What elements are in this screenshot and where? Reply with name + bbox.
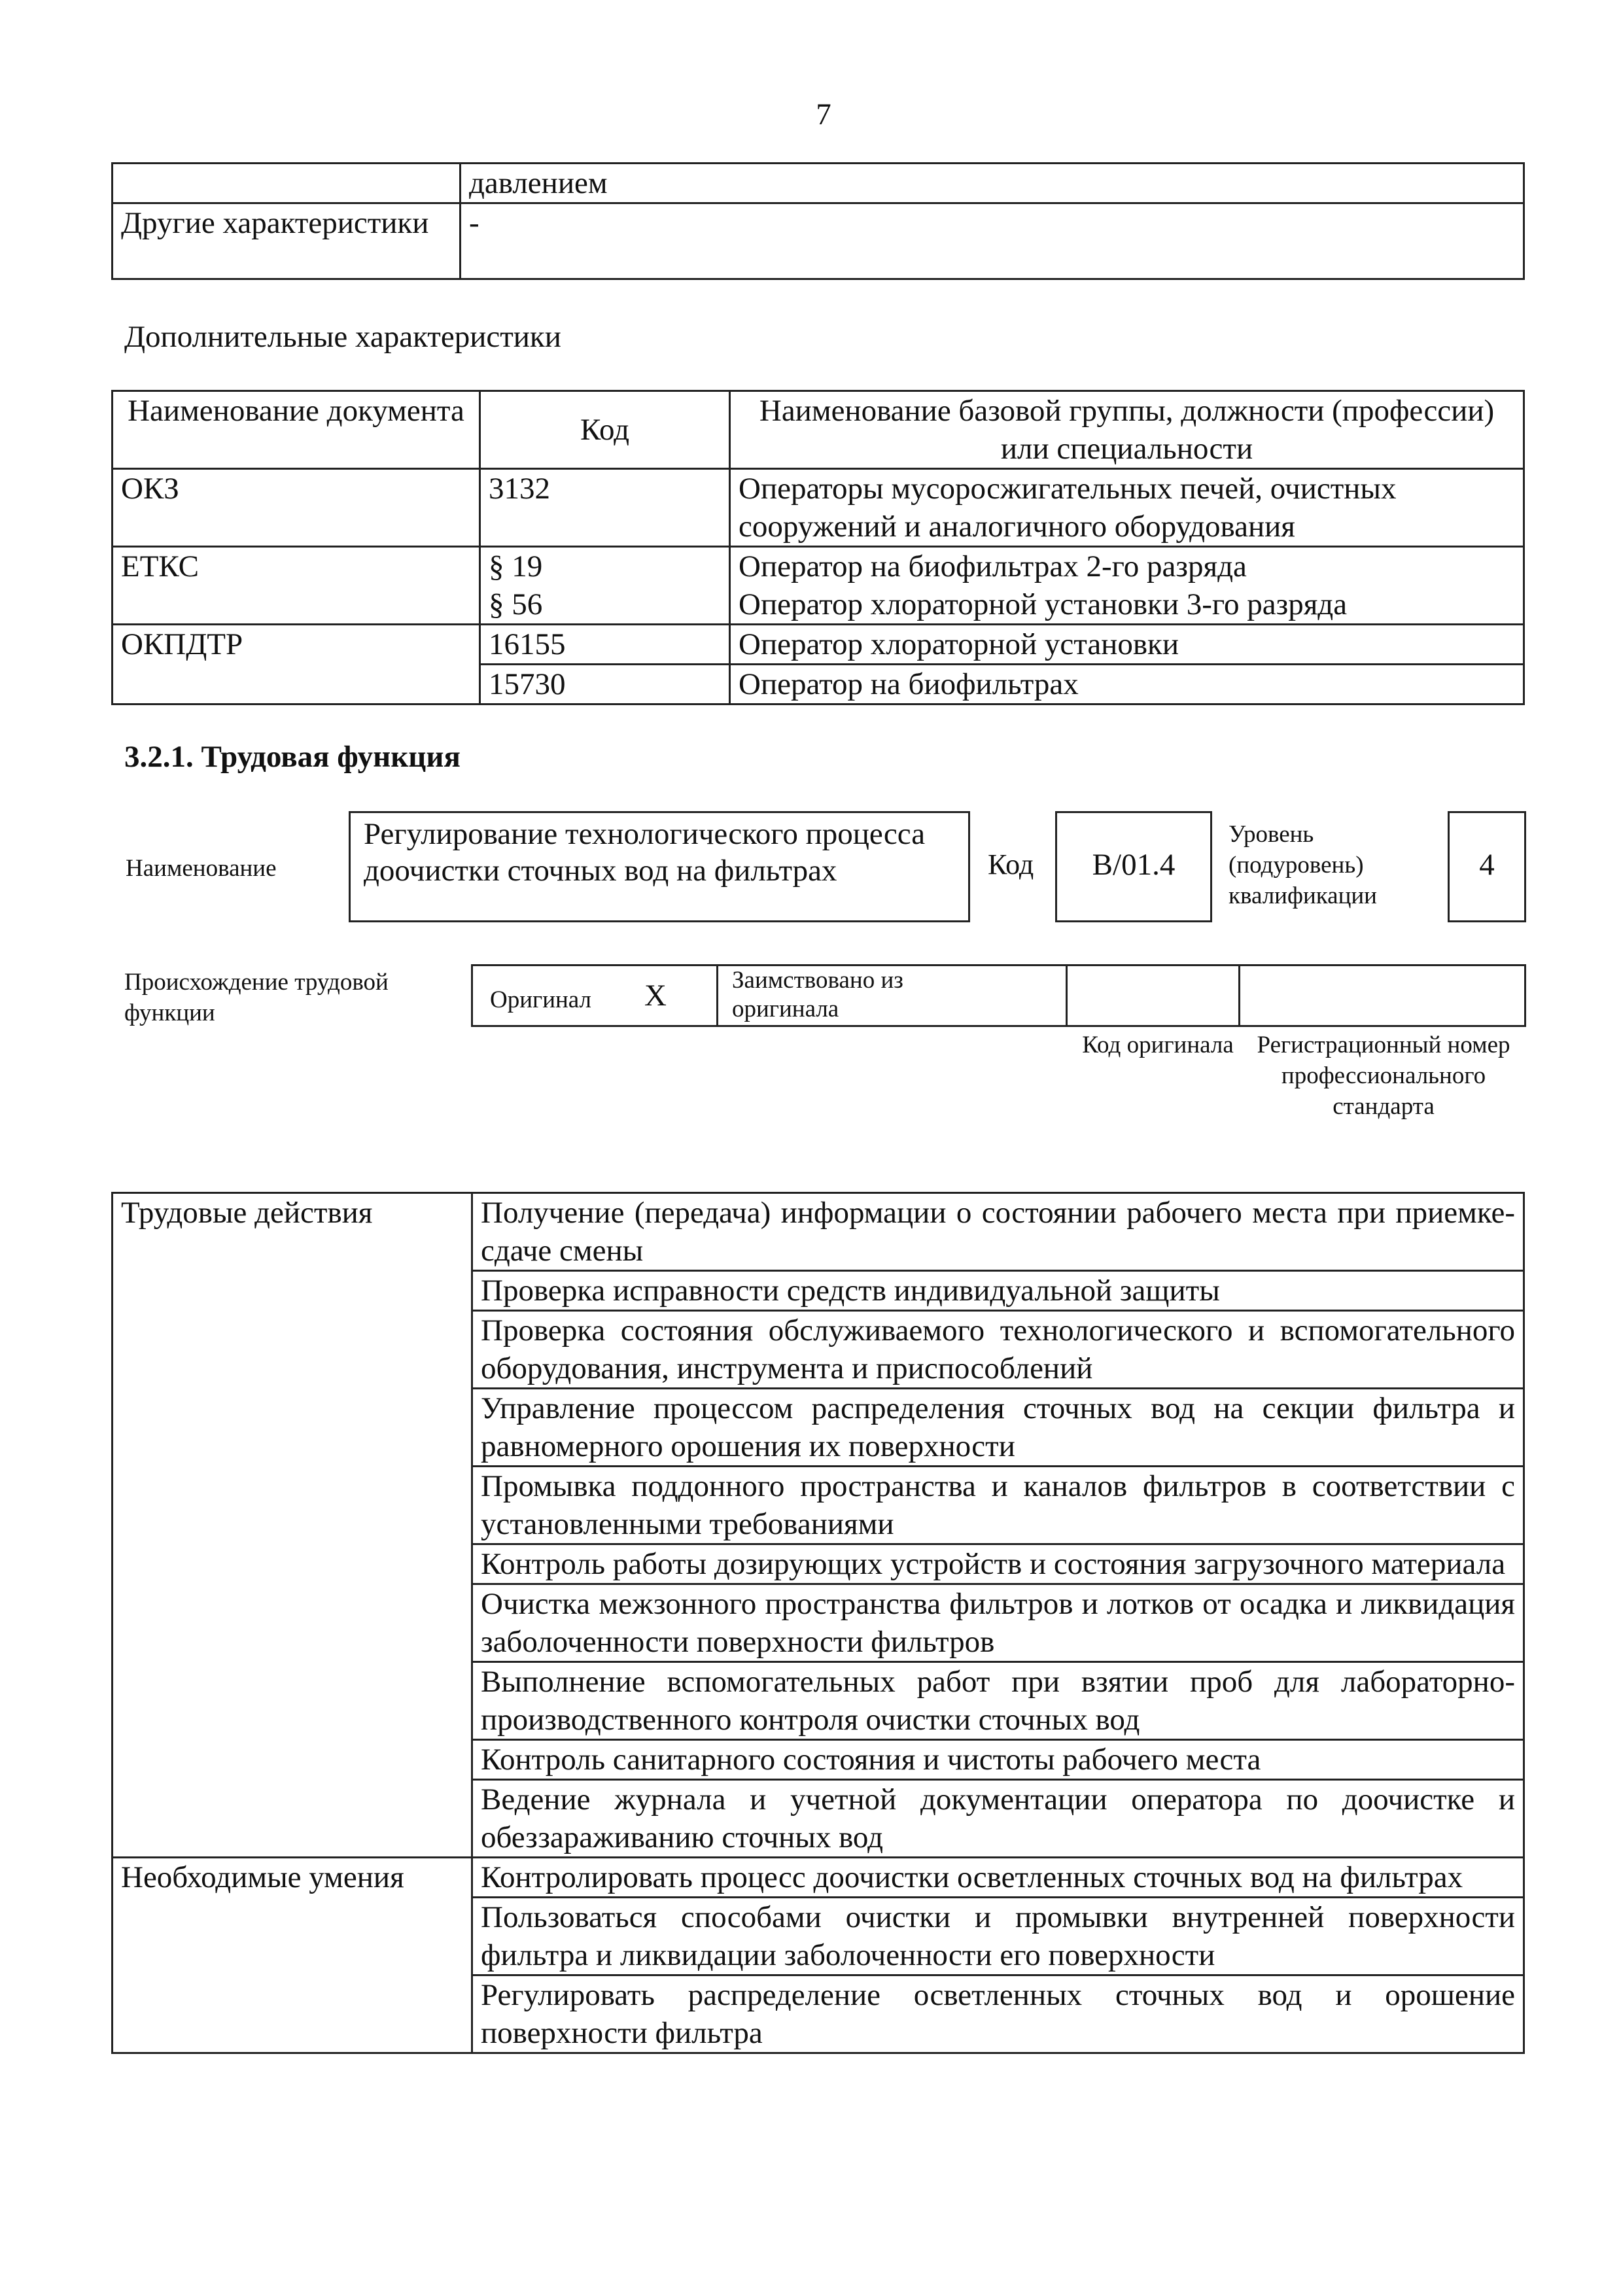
function-name-box (349, 811, 970, 922)
row-okpdtr-code-2: 15730 (480, 665, 730, 704)
function-level-label: Уровень (подуровень) квалификации (1229, 821, 1377, 909)
etks-code-2: § 56 (489, 587, 543, 621)
labor-action-item: Выполнение вспомогательных работ при взятии проб для лабораторно-производственного контроля очистки сточных вод (472, 1662, 1524, 1740)
function-code-value: B/01.4 (1092, 848, 1176, 882)
row-okz-doc: ОКЗ (113, 469, 480, 547)
function-level-value: 4 (1479, 848, 1495, 882)
function-name-label: Наименование (126, 855, 277, 882)
header-name: Наименование базовой группы, должности (профессии) или специальности (730, 391, 1524, 469)
row-etks-doc: ЕТКС (113, 547, 480, 625)
function-heading: 3.2.1. Трудовая функция (124, 740, 461, 774)
top-table (111, 162, 1525, 280)
labor-action-item: Контроль санитарного состояния и чистоты рабочего места (472, 1740, 1524, 1780)
page-number: 7 (816, 97, 831, 131)
function-code-label: Код (988, 848, 1034, 880)
etks-code-1: § 19 (489, 549, 543, 583)
table-row (113, 1858, 1524, 1898)
origin-divider-2 (1066, 966, 1068, 1025)
origin-code-caption: Код оригинала (1082, 1032, 1234, 1058)
etks-name-2: Оператор хлораторной установки 3-го разряда (739, 587, 1348, 621)
row-okz-name: Операторы мусоросжигательных печей, очистных сооружений и аналогичного оборудования (730, 469, 1524, 547)
top-row1-label (113, 164, 461, 203)
labor-action-item: Промывка поддонного пространства и каналов фильтров в соответствии с установленными требованиями (472, 1467, 1524, 1544)
labor-action-item: Очистка межзонного пространства фильтров и лотков от осадка и ликвидация заболоченности поверхности фильтров (472, 1584, 1524, 1662)
etks-name-1: Оператор на биофильтрах 2-го разряда (739, 549, 1247, 583)
top-row2-value: - (461, 203, 1524, 279)
function-level-box (1448, 811, 1526, 922)
labor-action-group-label: Трудовые действия (113, 1193, 472, 1858)
row-etks-name (730, 547, 1524, 625)
origin-borrowed-label: Заимствовано из оригинала (732, 967, 903, 1022)
row-okpdtr-name-1: Оператор хлораторной установки (730, 625, 1524, 665)
origin-reg-caption: Регистрационный номер профессионального стандарта (1257, 1032, 1510, 1120)
top-row2-label: Другие характеристики (113, 203, 461, 279)
labor-action-item: Контроль работы дозирующих устройств и состояния загрузочного материала (472, 1544, 1524, 1584)
labor-skill-item: Контролировать процесс доочистки осветленных сточных вод на фильтрах (472, 1858, 1524, 1898)
labor-action-item: Получение (передача) информации о состоянии рабочего места при приемке-сдаче смены (472, 1193, 1524, 1271)
labor-skill-item: Регулировать распределение осветленных сточных вод и орошение поверхности фильтра (472, 1975, 1524, 2053)
labor-action-item: Проверка состояния обслуживаемого технологического и вспомогательного оборудования, инструмента и приспособлений (472, 1311, 1524, 1389)
row-okpdtr-name-2: Оператор на биофильтрах (730, 665, 1524, 704)
header-document: Наименование документа (113, 391, 480, 469)
table-row (113, 1193, 1524, 1271)
labor-action-item: Управление процессом распределения сточных вод на секции фильтра и равномерного орошения их поверхности (472, 1389, 1524, 1467)
labor-action-item: Проверка исправности средств индивидуальной защиты (472, 1271, 1524, 1311)
function-code-box (1055, 811, 1212, 922)
row-okz-code: 3132 (480, 469, 730, 547)
origin-divider-3 (1238, 966, 1240, 1025)
labor-action-item: Ведение журнала и учетной документации оператора по доочистке и обеззараживанию сточных вод (472, 1780, 1524, 1858)
labor-skill-group-label: Необходимые умения (113, 1858, 472, 2053)
origin-original-mark: X (644, 979, 667, 1013)
top-row1-value: давлением (461, 164, 1524, 203)
origin-box (471, 964, 1526, 1027)
additional-heading: Дополнительные характеристики (124, 320, 561, 354)
origin-original-label: Оригинал (490, 986, 592, 1013)
labor-table (111, 1192, 1525, 2054)
origin-divider-1 (716, 966, 718, 1025)
function-name-value: Регулирование технологического процесса доочистки сточных вод на фильтрах (364, 817, 926, 888)
row-okpdtr-doc: ОКПДТР (113, 625, 480, 704)
row-etks-code (480, 547, 730, 625)
row-okpdtr-code-1: 16155 (480, 625, 730, 665)
header-code: Код (480, 391, 730, 469)
origin-label: Происхождение трудовой функции (124, 969, 389, 1026)
additional-table (111, 390, 1525, 705)
labor-skill-item: Пользоваться способами очистки и промывки внутренней поверхности фильтра и ликвидации заболоченности его поверхности (472, 1898, 1524, 1975)
